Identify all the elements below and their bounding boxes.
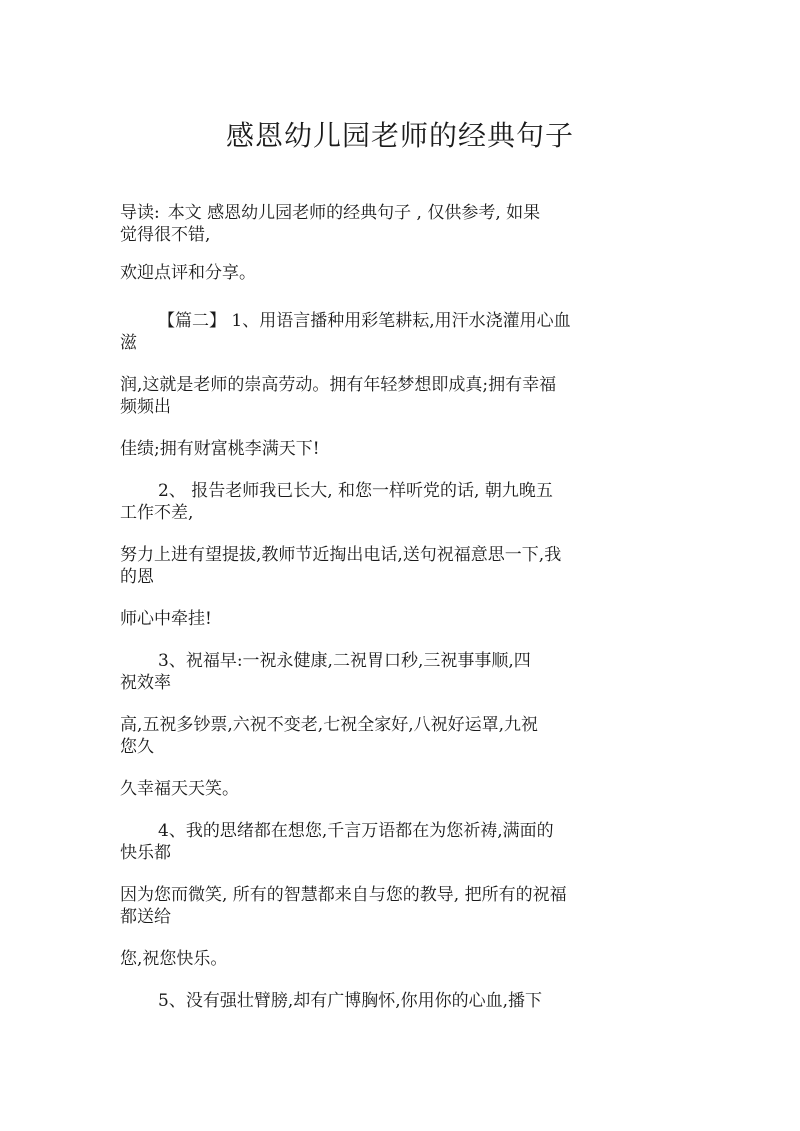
section-2-line-4: 的恩 <box>120 567 154 587</box>
section-1-line-4: 频频出 <box>120 397 171 417</box>
section-5-line-1: 5、没有强壮臂膀,却有广博胸怀,你用你的心血,播下 <box>158 991 543 1011</box>
section-3-line-5: 久幸福天天笑。 <box>120 779 239 799</box>
section-1-line-2: 滋 <box>120 333 137 353</box>
intro-line-1 <box>120 202 600 224</box>
page-title: 感恩幼儿园老师的经典句子 <box>225 119 574 152</box>
section-1-line-5: 佳绩;拥有财富桃李满天下! <box>120 439 320 459</box>
section-2-line-5: 师心中牵挂! <box>120 609 212 629</box>
section-3-line-2: 祝效率 <box>120 673 171 693</box>
section-3-line-1: 3、祝福早:一祝永健康,二祝胃口秒,三祝事事顺,四 <box>158 651 531 671</box>
section-2-line-2: 工作不差, <box>120 503 194 523</box>
section-3-line-4: 您久 <box>120 737 154 757</box>
section-2-line-3: 努力上进有望提拔,教师节近掏出电话,送句祝福意思一下,我 <box>120 545 562 565</box>
section-4-line-1: 4、我的思绪都在想您,千言万语都在为您祈祷,满面的 <box>158 821 554 841</box>
section-4-line-4: 都送给 <box>120 907 171 927</box>
intro-label: 导读: <box>120 203 160 223</box>
section-4-line-2: 快乐都 <box>120 843 171 863</box>
intro-line-2: 觉得很不错, <box>120 225 211 245</box>
section-3-line-3: 高,五祝多钞票,六祝不变老,七祝全家好,八祝好运罩,九祝 <box>120 715 539 735</box>
intro-line-3: 欢迎点评和分享。 <box>120 263 256 283</box>
section-4-line-5: 您,祝您快乐。 <box>120 949 228 969</box>
section-2-line-1: 2、 报告老师我已长大, 和您一样听党的话, 朝九晚五 <box>158 481 553 501</box>
section-4-line-3: 因为您而微笑, 所有的智慧都来自与您的教导, 把所有的祝福 <box>120 885 567 905</box>
section-1-line-1: 【篇二】 1、用语言播种用彩笔耕耘,用汗水浇灌用心血 <box>158 311 571 331</box>
section-1-line-3: 润,这就是老师的崇高劳动。拥有年轻梦想即成真;拥有幸福 <box>120 375 557 395</box>
intro-text-1: 本文 感恩幼儿园老师的经典句子 , 仅供参考, 如果 <box>167 203 541 223</box>
